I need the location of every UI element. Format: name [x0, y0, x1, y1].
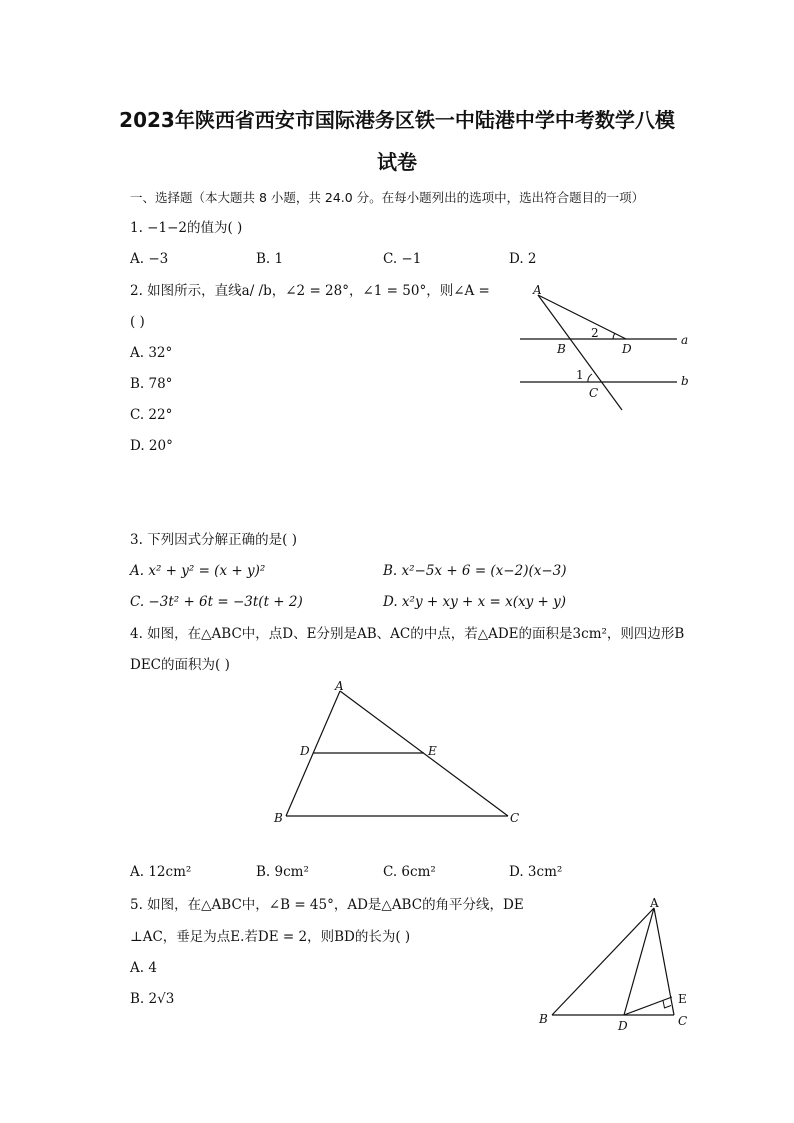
q5-side-ac	[654, 908, 674, 1015]
q5-option-b: B. 2√3	[130, 991, 175, 1007]
q4-label-c: C	[510, 811, 520, 825]
q3-option-c: C. −3t² + 6t = −3t(t + 2)	[130, 594, 303, 610]
q4-label-e: E	[428, 744, 437, 758]
q2-label-a-vertex: A	[533, 283, 542, 297]
q1-stem: 1. −1−2的值为( )	[130, 220, 243, 236]
q4-option-c: C. 6cm²	[383, 864, 436, 880]
q4-option-d: D. 3cm²	[509, 864, 563, 880]
q3-option-b: B. x²−5x + 6 = (x−2)(x−3)	[383, 563, 567, 579]
q2-option-a: A. 32°	[130, 345, 173, 361]
q4-label-d: D	[300, 744, 310, 758]
q2-angle-2-arc	[613, 333, 615, 339]
q4-stem-continued: DEC的面积为( )	[130, 657, 230, 673]
q1-option-b: B. 1	[256, 251, 284, 267]
q5-option-a: A. 4	[130, 960, 157, 976]
q5-label-b: B	[539, 1012, 548, 1026]
q4-label-b: B	[274, 811, 283, 825]
q2-transversal-ac	[538, 295, 622, 410]
q2-option-b: B. 78°	[130, 376, 173, 392]
q1-option-c: C. −1	[383, 251, 422, 267]
q5-right-angle-mark	[663, 1001, 671, 1009]
page-title: 2023年陕西省西安市国际港务区铁一中陆港中学中考数学八模	[119, 108, 675, 132]
q5-label-c: C	[678, 1014, 688, 1028]
q5-stem-continued: ⊥AC，垂足为点E.若DE = 2，则BD的长为( )	[130, 929, 411, 945]
q5-stem: 5. 如图，在△ABC中，∠B = 45°，AD是△ABC的角平分线，DE	[130, 897, 524, 913]
q5-label-a: A	[650, 896, 659, 910]
q2-label-d-point: D	[622, 342, 632, 356]
q5-figure	[530, 892, 710, 1042]
page-title-continued: 试卷	[377, 150, 417, 174]
q5-perpendicular-de	[624, 997, 672, 1015]
q2-angle-1-arc	[588, 374, 592, 382]
q2-label-angle-1: 1	[576, 368, 584, 382]
q2-label-b-point: B	[557, 342, 566, 356]
q2-stem-continued: ( )	[130, 314, 145, 330]
q1-option-d: D. 2	[509, 251, 537, 267]
q5-label-d: D	[618, 1019, 628, 1033]
q2-option-c: C. 22°	[130, 407, 173, 423]
q2-label-line-a: a	[681, 333, 689, 347]
section-heading: 一、选择题（本大题共 8 小题，共 24.0 分。在每小题列出的选项中，选出符合题目的一项）	[130, 190, 645, 205]
q3-option-a: A. x² + y² = (x + y)²	[130, 563, 266, 579]
q2-label-c-point: C	[589, 386, 599, 400]
q2-figure	[505, 280, 705, 415]
q2-option-d: D. 20°	[130, 438, 173, 454]
q4-stem: 4. 如图，在△ABC中，点D、E分别是AB、AC的中点，若△ADE的面积是3cm²，则四边形B	[130, 626, 685, 642]
q1-option-a: A. −3	[130, 251, 169, 267]
q5-label-e: E	[678, 992, 687, 1006]
q4-option-a: A. 12cm²	[130, 864, 192, 880]
q2-segment-ad	[538, 295, 626, 339]
q3-option-d: D. x²y + xy + x = x(xy + y)	[383, 594, 567, 610]
q2-stem: 2. 如图所示，直线a/ /b，∠2 = 28°，∠1 = 50°，则∠A =	[130, 283, 490, 299]
q2-label-angle-2: 2	[591, 326, 599, 340]
q4-option-b: B. 9cm²	[256, 864, 309, 880]
q4-label-a: A	[335, 679, 344, 693]
q3-stem: 3. 下列因式分解正确的是( )	[130, 532, 297, 548]
q4-figure	[268, 676, 528, 831]
q2-label-line-b: b	[681, 374, 689, 388]
